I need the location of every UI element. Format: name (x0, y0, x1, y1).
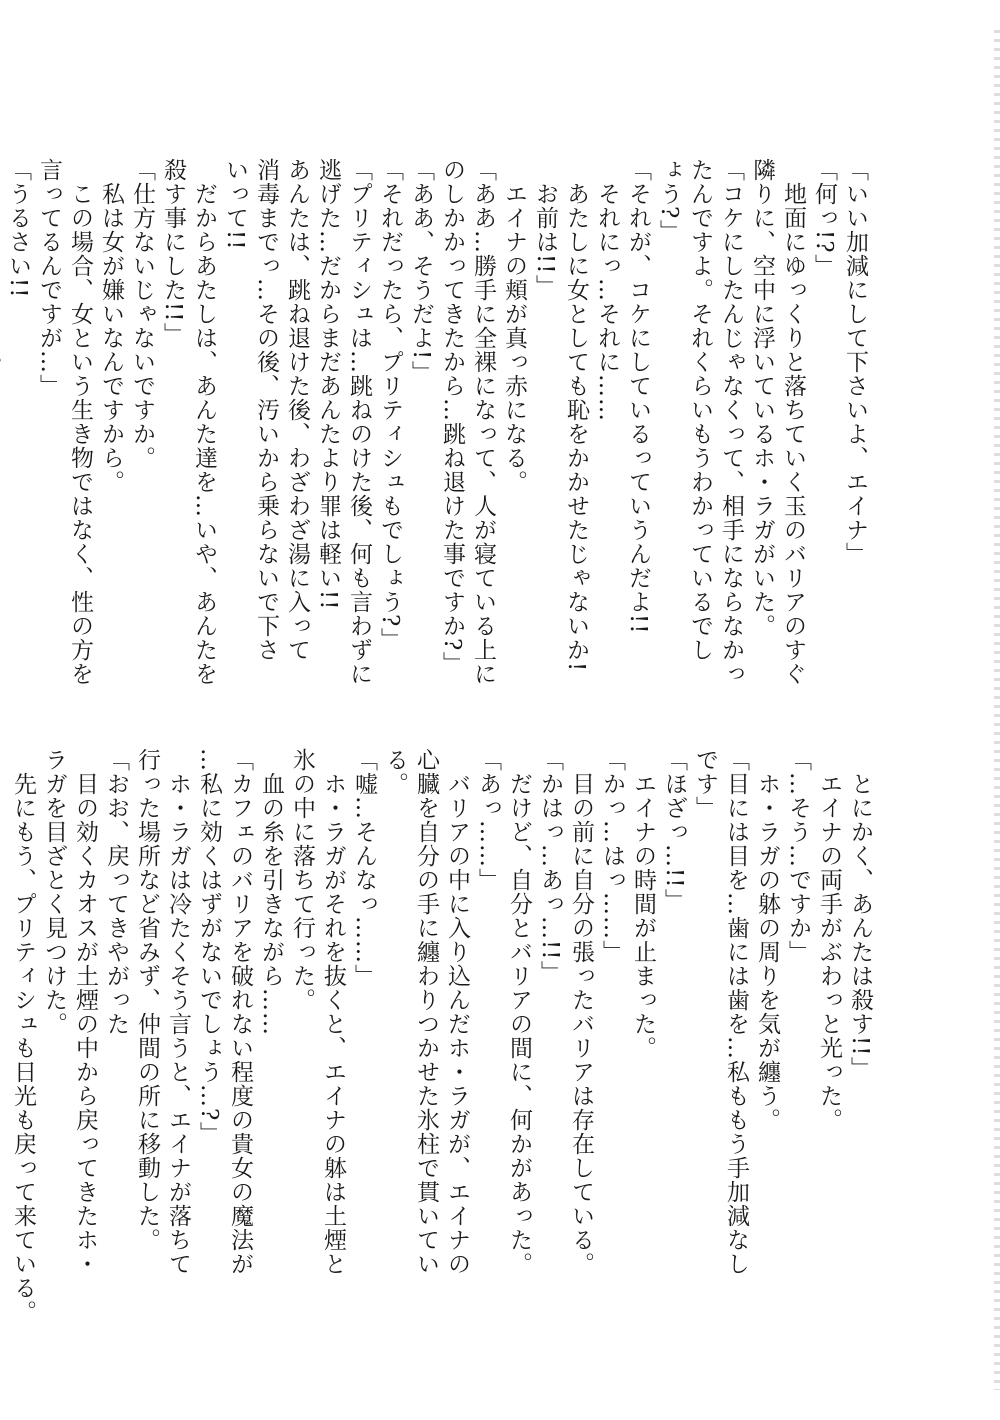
text-line: 目の効くカオスが土煙の中から戻ってきたホ・ (72, 748, 98, 1276)
text-line: あんたは、跳ね退けた後、わざわざ湯に入って (284, 158, 310, 662)
text-line: 行った場所など省みず、仲間の所に移動した。 (134, 748, 160, 1252)
text-line: ラガを目ざとく見つけた。 (41, 748, 67, 1036)
text-line: 地面にゆっくりと落ちていく玉のバリアのすぐ (780, 158, 806, 686)
text-line: 「何っ!?」 (811, 158, 837, 278)
text-line: 殺す事にした!!」 (160, 158, 186, 347)
text-line: バリアの中に入り込んだホ・ラガが、エイナの (444, 748, 470, 1276)
text-line: たんですよ。それくらいもうわかっているでし (687, 158, 713, 662)
text-line: お前は!!」 (532, 158, 558, 299)
text-line: 血の糸を引きながら…… (258, 748, 284, 1036)
text-line: のしかかってきたから…跳ね退けた事ですか?」 (439, 158, 465, 676)
text-line: 「…そう…ですか」 (785, 748, 811, 964)
text-line: 逃げた…だからまだあんたより罪は軽い!! (315, 158, 341, 611)
upper-text-block (0, 158, 870, 686)
text-line: 言ってるんですが…」 (36, 158, 62, 398)
text-line: 「ああ…勝手に全裸になって、人が寝ている上に (470, 158, 496, 686)
text-line: あたしに女としても恥をかかせたじゃないか! (563, 158, 589, 673)
text-line: 「目には目を…歯には歯を…私ももう手加減なし (723, 748, 749, 1276)
text-line: 「うるさい!! (5, 158, 31, 299)
text-line: とにかく、あんたは殺す!!」 (847, 748, 873, 1081)
text-line: だけど、自分とバリアの間に、何かがあった。 (506, 748, 532, 1276)
text-line: だからあたしは、あんた達を…いや、あんたを (191, 158, 217, 686)
text-line (0, 158, 2, 618)
text-line: 「それが、コケにしているっていうんだよ!! (625, 158, 651, 635)
text-line: 「仕方ないじゃないですか。 (129, 158, 155, 470)
text-line: 「かはっ…あっ…!!」 (537, 748, 563, 985)
text-line: 「それだったら、プリティシュもでしょう?」 (377, 158, 403, 652)
text-line: 「いい加減にして下さいよ、エイナ」 (842, 158, 868, 566)
text-line: 「嘘…そんなっ……」 (351, 748, 377, 988)
text-line: ホ・ラガは冷たくそう言うと、エイナが落ちて (165, 748, 191, 1276)
text-line: 氷の中に落ちて行った。 (289, 748, 315, 1012)
text-line: エイナの頬が真っ赤になる。 (501, 158, 527, 494)
text-line: ホ・ラガの躰の周りを気が纏う。 (754, 748, 780, 1132)
lower-text-block (7, 748, 875, 1324)
text-line: ホ・ラガがそれを抜くと、エイナの躰は土煙と (320, 748, 346, 1276)
text-line: です」 (692, 748, 718, 820)
text-line: 「かっ…はっ……」 (599, 748, 625, 964)
text-line: 心臓を自分の手に纏わりつかせた氷柱で貫いてい (413, 748, 439, 1276)
text-line: 私は女が嫌いなんですから。 (98, 158, 124, 494)
text-line: 「プリティシュは…跳ねのけた後、何も言わずに (346, 158, 372, 686)
text-line: 隣りに、空中に浮いているホ・ラガがいた。 (749, 158, 775, 638)
text-line: 「ああ、そうだよ!」 (408, 158, 434, 385)
text-line: …私に効くはずがないでしょう…?」 (196, 748, 222, 1146)
text-line: それにっ…それに…… (594, 158, 620, 422)
text-line: 「コケにしたんじゃなくって、相手にならなかっ (718, 158, 744, 686)
text-line: 先にもう、プリティシュも日光も戻って来ている。 (10, 748, 36, 1324)
text-line: いって!! (222, 158, 248, 251)
text-line: この場合、女という生き物ではなく、性の方を (67, 158, 93, 686)
text-line: 「あっ……」 (475, 748, 501, 892)
text-line: 「カフェのバリアを破れない程度の貴女の魔法が (227, 748, 253, 1276)
text-line: 目の前に自分の張ったバリアは存在している。 (568, 748, 594, 1276)
text-line: エイナの時間が止まった。 (630, 748, 656, 1060)
text-line: 「ほざっ…!!」 (661, 748, 687, 913)
text-line: エイナの両手がぶわっと光った。 (816, 748, 842, 1132)
text-line: る。 (382, 748, 408, 796)
text-line: 「おお、戻ってきやがった (103, 748, 129, 1036)
page-edge-mark (994, 30, 1000, 1390)
text-line: ょう?」 (656, 158, 682, 244)
text-line: 消毒までっ…その後、汚いから乗らないで下さ (253, 158, 279, 662)
